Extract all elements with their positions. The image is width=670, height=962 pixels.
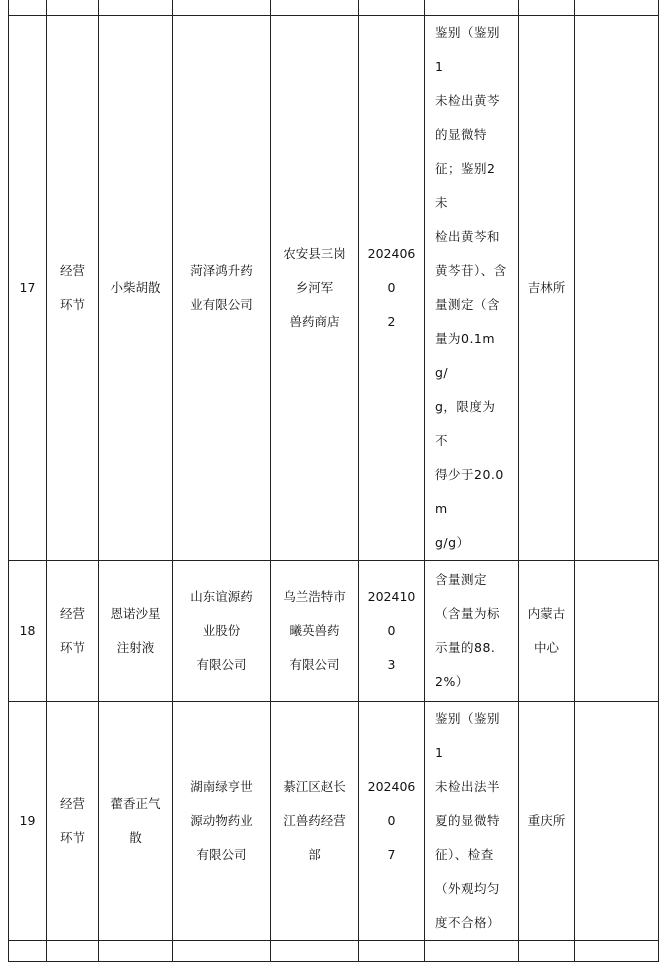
cell-line: 夏的显微特 (435, 813, 501, 828)
sampled-unit-cell (271, 702, 359, 941)
empty-cell (359, 0, 425, 16)
manufacturer-cell (173, 16, 271, 561)
empty-cell (99, 941, 173, 962)
cell-line: 恩诺沙星 (110, 606, 161, 621)
cell-line: 小柴胡散 (110, 280, 161, 295)
cell-line: 经营 (59, 606, 85, 621)
empty-cell (9, 0, 47, 16)
product-name-cell (99, 702, 173, 941)
testing-unit-cell (519, 561, 575, 702)
cell-line: （外观均匀 (435, 881, 501, 896)
cell-line: 部 (308, 847, 321, 862)
row-number: 18 (9, 561, 47, 702)
cell-line: 征；鉴别2未 (435, 161, 496, 210)
empty-cell (47, 0, 99, 16)
failed-item-cell (425, 561, 519, 702)
empty-cell (47, 941, 99, 962)
cell-line: g/g） (435, 535, 470, 550)
cell-line: 江兽药经营 (283, 813, 346, 828)
cell-line: 注射液 (116, 640, 155, 655)
cell-line: 未检出黄芩 (435, 93, 501, 108)
cell-line: 度不合格） (435, 915, 501, 930)
empty-cell (575, 0, 659, 16)
product-name-cell (99, 16, 173, 561)
cell-line: 有限公司 (289, 657, 340, 672)
cell-line: 量测定（含 (435, 297, 501, 312)
row-number: 17 (9, 16, 47, 561)
cell-line: 2024060 (367, 779, 416, 828)
cell-line: 有限公司 (196, 657, 247, 672)
batch-number-cell (359, 561, 425, 702)
table-row-partial-bottom (9, 941, 659, 962)
failed-item-cell (425, 16, 519, 561)
empty-cell (575, 702, 659, 941)
empty-cell (519, 0, 575, 16)
empty-cell (425, 0, 519, 16)
row-number: 19 (9, 702, 47, 941)
cell-line: （含量为标 (435, 606, 501, 621)
cell-line: 农安县三岗 (283, 246, 346, 261)
cell-line: 散 (129, 830, 142, 845)
cell-line: 兽药商店 (289, 314, 340, 329)
product-name-cell (99, 561, 173, 702)
cell-line: 环节 (59, 297, 85, 312)
empty-cell (99, 0, 173, 16)
empty-cell (173, 941, 271, 962)
testing-unit-cell (519, 702, 575, 941)
table-row-partial-top (9, 0, 659, 16)
empty-cell (173, 0, 271, 16)
empty-cell (575, 561, 659, 702)
cell-line: 湖南绿亨世 (190, 779, 253, 794)
table-row (9, 702, 659, 941)
empty-cell (359, 941, 425, 962)
cell-line: 经营 (59, 796, 85, 811)
table-row (9, 561, 659, 702)
cell-line: 2024100 (367, 589, 416, 638)
sampled-unit-cell (271, 561, 359, 702)
cell-line: 乡河军 (295, 280, 334, 295)
cell-line: 2%） (435, 674, 469, 689)
cell-line: 綦江区赵长 (283, 779, 346, 794)
cell-line: 中心 (533, 640, 559, 655)
empty-cell (271, 0, 359, 16)
empty-cell (425, 941, 519, 962)
batch-number-cell (359, 16, 425, 561)
cell-line: 经营 (59, 263, 85, 278)
cell-line: 业有限公司 (190, 297, 253, 312)
empty-cell (575, 16, 659, 561)
cell-line: 黄芩苷）、含 (435, 263, 507, 278)
empty-cell (9, 941, 47, 962)
sampled-unit-cell (271, 16, 359, 561)
empty-cell (575, 941, 659, 962)
cell-line: 7 (387, 847, 396, 862)
cell-line: 2024060 (367, 246, 416, 295)
cell-line: 乌兰浩特市 (283, 589, 346, 604)
cell-line: 重庆所 (527, 813, 566, 828)
cell-line: 量为0.1mg/ (435, 331, 496, 380)
failed-item-cell (425, 702, 519, 941)
testing-unit-cell (519, 16, 575, 561)
cell-line: 藿香正气 (110, 796, 161, 811)
cell-line: 曦英兽药 (289, 623, 340, 638)
cell-line: 含量测定 (435, 572, 488, 587)
cell-line: 源动物药业 (190, 813, 253, 828)
batch-number-cell (359, 702, 425, 941)
cell-line: 山东谊源药 (190, 589, 253, 604)
manufacturer-cell (173, 561, 271, 702)
cell-line: 菏泽鸿升药 (190, 263, 253, 278)
cell-line: 3 (387, 657, 396, 672)
cell-line: 示量的88. (435, 640, 496, 655)
cell-line: 业股份 (202, 623, 241, 638)
cell-line: 的显微特 (435, 127, 488, 142)
cell-line: 环节 (59, 640, 85, 655)
empty-cell (519, 941, 575, 962)
cell-line: 征）、检查 (435, 847, 494, 862)
cell-line: 鉴别（鉴别1 (435, 711, 501, 760)
cell-line: 有限公司 (196, 847, 247, 862)
cell-line: 2 (387, 314, 396, 329)
cell-line: 环节 (59, 830, 85, 845)
link-cell (47, 561, 99, 702)
cell-line: g，限度为不 (435, 399, 496, 448)
table-row (9, 16, 659, 561)
manufacturer-cell (173, 702, 271, 941)
inspection-results-table (8, 0, 659, 962)
cell-line: 吉林所 (527, 280, 566, 295)
link-cell (47, 16, 99, 561)
cell-line: 得少于20.0m (435, 467, 504, 516)
cell-line: 未检出法半 (435, 779, 501, 794)
empty-cell (271, 941, 359, 962)
cell-line: 鉴别（鉴别1 (435, 25, 501, 74)
link-cell (47, 702, 99, 941)
cell-line: 内蒙古 (527, 606, 566, 621)
cell-line: 检出黄芩和 (435, 229, 501, 244)
